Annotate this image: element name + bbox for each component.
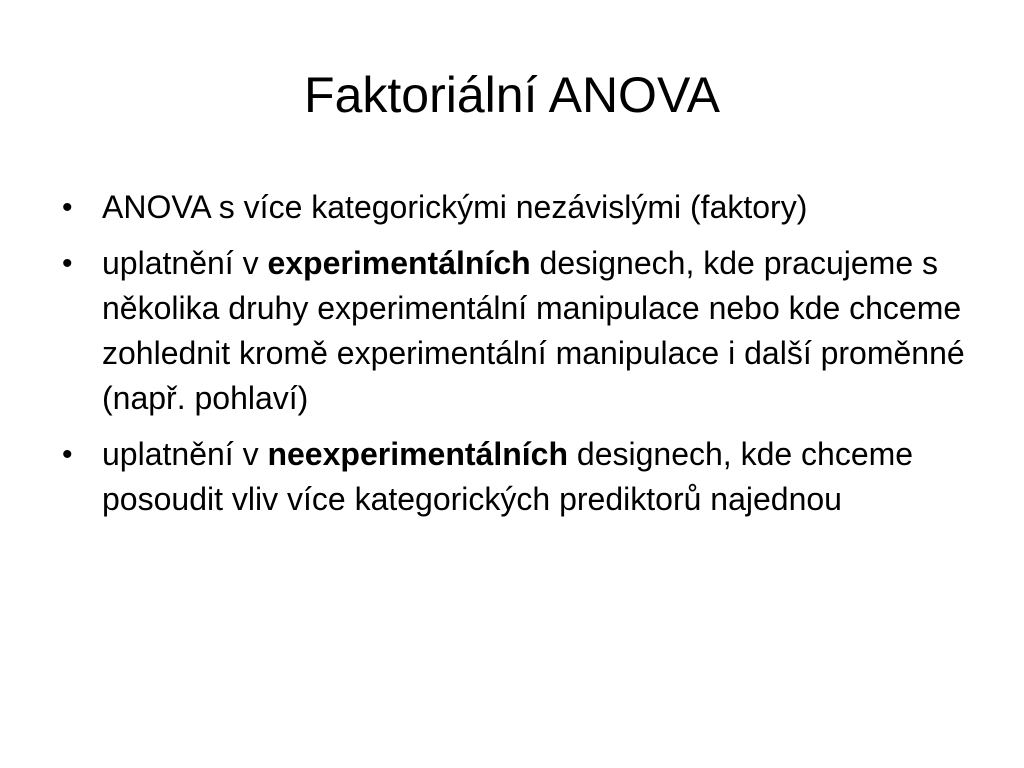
bullet-item (60, 185, 980, 230)
bullet-text-rest: designech, kde chceme posoudit vliv více kategorických prediktorů najednou (102, 436, 914, 517)
slide-title: Faktoriální ANOVA (304, 67, 720, 123)
bullet-bold-text: experimentálních (267, 245, 531, 281)
bullet-text: ANOVA s více kategorickými nezávislými (faktory) (102, 189, 808, 225)
bullet-icon: • (62, 191, 73, 224)
bullet-list (60, 185, 980, 533)
bullet-text-rest: designech, kde pracujeme s několika druhy experimentální manipulace nebo kde chceme zohlednit kromě experimentální manipulace i další proměnné (např. pohlaví) (102, 245, 965, 416)
bullet-icon: • (62, 247, 73, 280)
bullet-text: uplatnění v (102, 436, 268, 472)
bullet-icon: • (62, 438, 73, 471)
bullet-bold-text: neexperimentálních (267, 436, 568, 472)
bullet-item (60, 432, 980, 522)
bullet-text: uplatnění v (102, 245, 268, 281)
bullet-item (60, 241, 980, 421)
